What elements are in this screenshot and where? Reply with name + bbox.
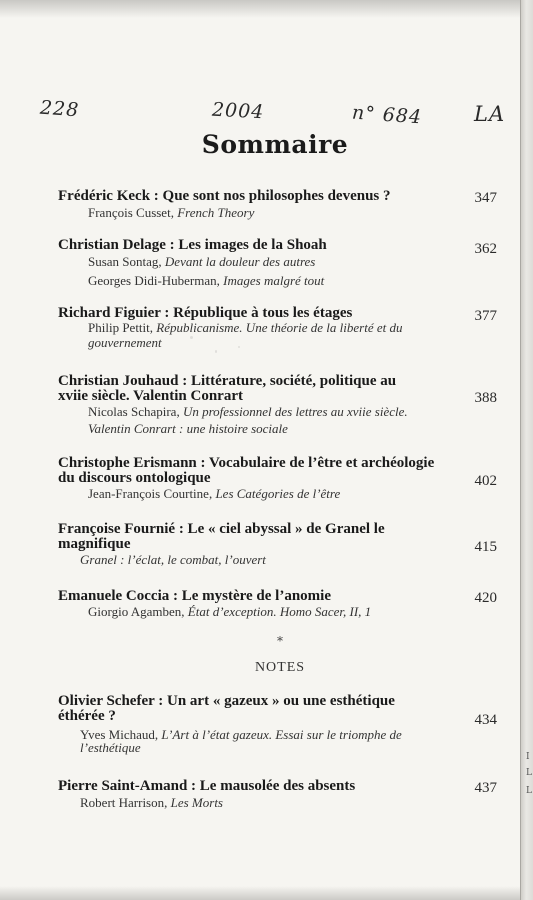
book-title: Valentin Conrart : une histoire sociale bbox=[88, 421, 288, 436]
book-author: Yves Michaud, bbox=[80, 727, 162, 742]
book-title: Un professionnel des lettres au xviie siècle. bbox=[182, 404, 408, 419]
entry-page-number: 388 bbox=[474, 390, 497, 406]
entry-author-title: Christian Delage : Les images de la Shoah bbox=[58, 237, 327, 253]
scan-speck bbox=[190, 336, 193, 339]
section-separator: * bbox=[277, 634, 283, 648]
book-author: Robert Harrison, bbox=[80, 795, 171, 810]
entry-author-title-line1: Françoise Fournié : Le « ciel abyssal » de Granel le bbox=[58, 521, 385, 537]
entry-author-title: Richard Figuier : République à tous les étages bbox=[58, 305, 353, 321]
book-author: François Cusset, bbox=[88, 205, 178, 220]
reviewed-book bbox=[80, 552, 430, 567]
entry-author-title: Emanuele Coccia : Le mystère de l’anomie bbox=[58, 588, 331, 604]
edge-letter: L bbox=[526, 768, 532, 778]
scan-shadow-top bbox=[0, 0, 533, 18]
book-title: Devant la douleur des autres bbox=[164, 254, 316, 269]
entry-page-number: 402 bbox=[474, 473, 497, 489]
edge-letter: L bbox=[526, 786, 532, 796]
entry-page-number: 415 bbox=[474, 539, 497, 555]
scan-shadow-bottom bbox=[0, 886, 533, 900]
book-author: Giorgio Agamben, bbox=[88, 604, 188, 619]
edge-letter: I bbox=[526, 752, 530, 762]
note-page-number: 434 bbox=[474, 712, 497, 728]
entry-page-number: 420 bbox=[474, 590, 497, 606]
reviewed-book bbox=[88, 604, 438, 619]
book-title: l’esthétique bbox=[80, 740, 141, 755]
book-title: L’Art à l’état gazeux. Essai sur le triomphe de bbox=[161, 727, 402, 742]
book-title: Les Catégories de l’être bbox=[215, 486, 341, 501]
reviewed-book bbox=[88, 421, 438, 436]
book-title: Les Morts bbox=[170, 795, 223, 810]
book-author: Philip Pettit, bbox=[88, 320, 157, 335]
entry-author-title-line1: Christophe Erismann : Vocabulaire de l’être et archéologie bbox=[58, 455, 435, 471]
entry-author-title-line1: Christian Jouhaud : Littérature, société, politique au bbox=[58, 373, 397, 389]
book-title: French Theory bbox=[177, 205, 255, 220]
note-page-number: 437 bbox=[474, 780, 497, 796]
entry-author-title-line2: du discours ontologique bbox=[58, 470, 211, 486]
handwritten-initials: LA bbox=[474, 102, 506, 126]
note-author-title-line2: éthérée ? bbox=[58, 708, 116, 724]
scan-speck bbox=[215, 350, 217, 353]
book-title: Républicanisme. Une théorie de la liberté et du gouvernement bbox=[88, 320, 403, 350]
entry-author-title: Frédéric Keck : Que sont nos philosophes devenus ? bbox=[58, 188, 391, 204]
reviewed-book bbox=[88, 486, 438, 501]
note-author-title: Pierre Saint-Amand : Le mausolée des absents bbox=[58, 778, 356, 794]
book-author: Georges Didi-Huberman, bbox=[88, 273, 224, 288]
book-title: Granel : l’éclat, le combat, l’ouvert bbox=[80, 552, 266, 567]
book-author: Nicolas Schapira, bbox=[88, 404, 183, 419]
reviewed-book bbox=[88, 320, 443, 350]
book-title: État d’exception. Homo Sacer, II, 1 bbox=[187, 604, 372, 619]
notes-heading: NOTES bbox=[254, 660, 306, 675]
reviewed-book bbox=[80, 795, 430, 810]
book-author: Jean-François Courtine, bbox=[88, 486, 216, 501]
entry-author-title-line2: magnifique bbox=[58, 536, 131, 552]
book-title: Images malgré tout bbox=[223, 273, 325, 288]
entry-author-title-line2: xviie siècle. Valentin Conrart bbox=[58, 388, 243, 404]
reviewed-book bbox=[88, 273, 438, 288]
entry-page-number: 377 bbox=[474, 308, 497, 324]
reviewed-book bbox=[88, 404, 438, 419]
page-title: Sommaire bbox=[201, 130, 349, 159]
reviewed-book bbox=[88, 205, 438, 220]
handwritten-number: 228 bbox=[39, 96, 80, 122]
handwritten-year: 2004 bbox=[211, 98, 265, 124]
book-author: Susan Sontag, bbox=[88, 254, 165, 269]
scan-speck bbox=[238, 346, 240, 348]
note-author-title-line1: Olivier Schefer : Un art « gazeux » ou une esthétique bbox=[58, 693, 395, 709]
handwritten-issue-number: n° 684 bbox=[351, 101, 423, 129]
entry-page-number: 347 bbox=[474, 190, 497, 206]
reviewed-book bbox=[88, 254, 438, 269]
reviewed-book bbox=[80, 740, 430, 755]
entry-page-number: 362 bbox=[474, 241, 497, 257]
